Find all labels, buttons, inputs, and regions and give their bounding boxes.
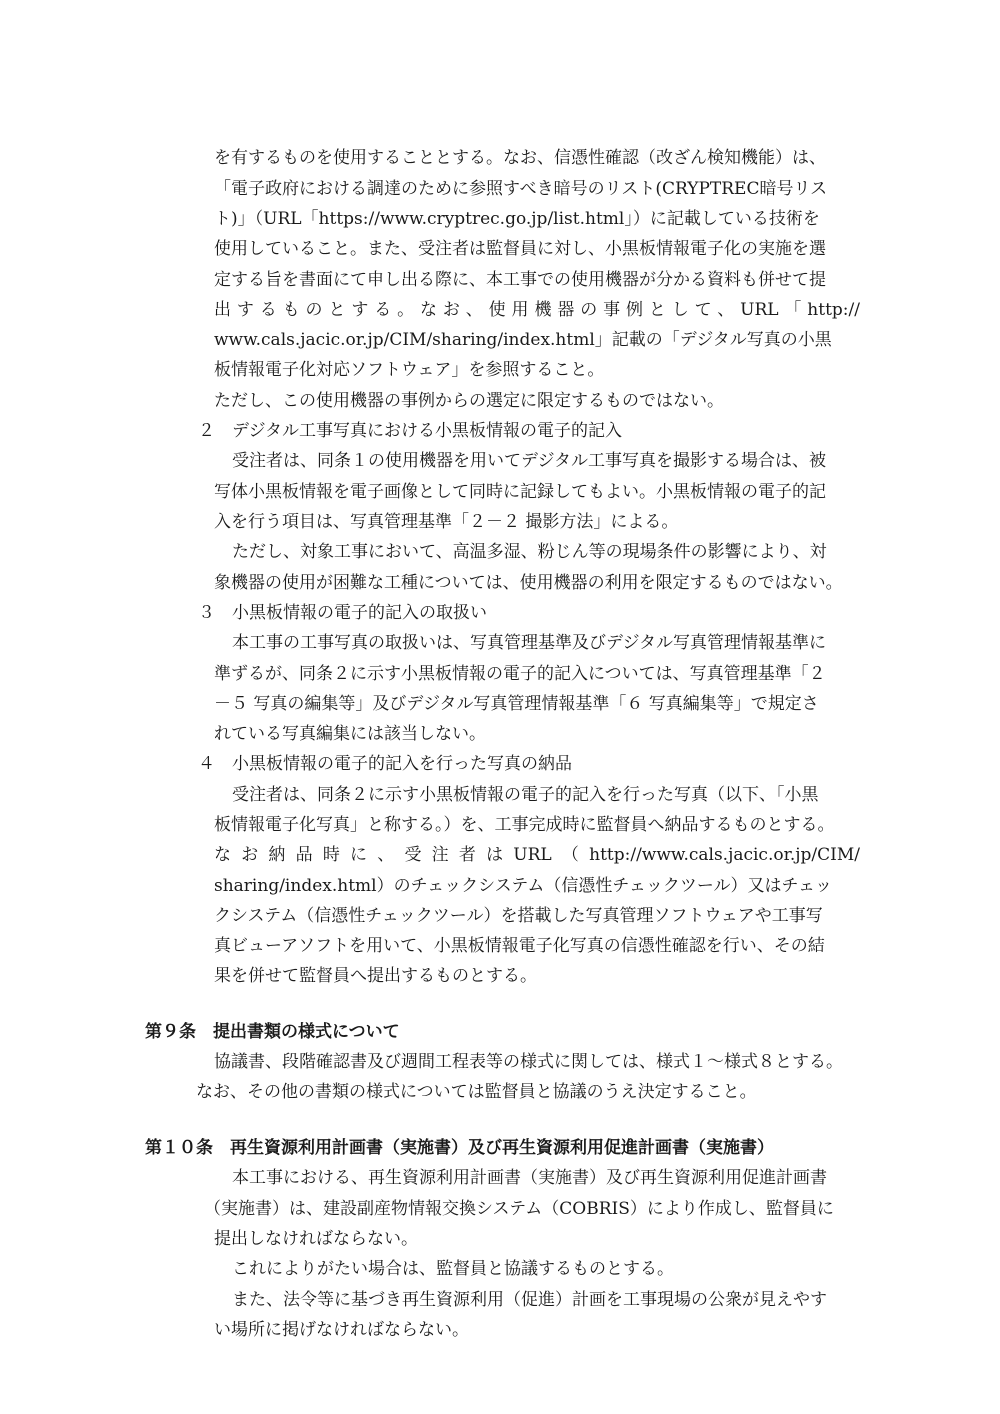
paragraph-line: 板情報電子化写真」と称する。）を、工事完成時に監督員へ納品するものとする。	[214, 815, 835, 835]
paragraph-line: 受注者は、同条２に示す小黒板情報の電子的記入を行った写真（以下、「小黒	[232, 785, 819, 805]
paragraph-line: 定する旨を書面にて申し出る際に、本工事での使用機器が分かる資料も併せて提	[214, 270, 826, 290]
paragraph-line: また、法令等に基づき再生資源利用（促進）計画を工事現場の公衆が見えやす	[232, 1290, 827, 1310]
article-10-heading: 第１０条 再生資源利用計画書（実施書）及び再生資源利用促進計画書（実施書）	[145, 1138, 774, 1158]
paragraph-line: なお、その他の書類の様式については監督員と協議のうえ決定すること。	[196, 1082, 757, 1102]
paragraph-line: 入を行う項目は、写真管理基準「２－２ 撮影方法」による。	[214, 512, 679, 532]
paragraph-line: 本工事における、再生資源利用計画書（実施書）及び再生資源利用促進計画書	[232, 1168, 827, 1188]
paragraph-line: ト)」（URL「https://www.cryptrec.go.jp/list.html」）に記載している技術を	[214, 209, 820, 229]
paragraph-line: 本工事の工事写真の取扱いは、写真管理基準及びデジタル写真管理情報基準に	[232, 633, 826, 653]
paragraph-line: れている写真編集には該当しない。	[214, 724, 486, 744]
paragraph-line: 協議書、段階確認書及び週間工程表等の様式に関しては、様式１～様式８とする。	[214, 1052, 843, 1072]
paragraph-line: 「電子政府における調達のために参照すべき暗号のリスト(CRYPTREC暗号リス	[214, 179, 828, 199]
paragraph-line: い場所に掲げなければならない。	[214, 1320, 469, 1340]
paragraph-line: －５ 写真の編集等」及びデジタル写真管理情報基準「６ 写真編集等」で規定さ	[214, 694, 819, 714]
paragraph-line: なお納品時に、受注者はURL（http://www.cals.jacic.or.jp/CIM/	[214, 845, 860, 865]
paragraph-line: 果を併せて監督員へ提出するものとする。	[214, 966, 537, 986]
item-title: 小黒板情報の電子的記入の取扱い	[232, 603, 487, 623]
paragraph-line: これによりがたい場合は、監督員と協議するものとする。	[232, 1259, 674, 1279]
paragraph-line: 使用していること。また、受注者は監督員に対し、小黒板情報電子化の実施を選	[214, 239, 826, 259]
paragraph-line: 板情報電子化対応ソフトウェア」を参照すること。	[214, 360, 605, 380]
item-title: デジタル工事写真における小黒板情報の電子的記入	[232, 421, 622, 441]
paragraph-line: 象機器の使用が困難な工種については、使用機器の利用を限定するものではない。	[214, 573, 843, 593]
paragraph-line: 真ビューアソフトを用いて、小黒板情報電子化写真の信憑性確認を行い、その結	[214, 936, 825, 956]
paragraph-line: 受注者は、同条１の使用機器を用いてデジタル工事写真を撮影する場合は、被	[232, 451, 826, 471]
item-number: ３	[198, 603, 215, 623]
paragraph-line: 提出しなければならない。	[214, 1229, 418, 1249]
paragraph-line: 準ずるが、同条２に示す小黒板情報の電子的記入については、写真管理基準「２	[214, 664, 826, 684]
paragraph-line: ただし、対象工事において、高温多湿、粉じん等の現場条件の影響により、対	[232, 542, 827, 562]
item-title: 小黒板情報の電子的記入を行った写真の納品	[232, 754, 572, 774]
paragraph-line: クシステム（信憑性チェックツール）を搭載した写真管理ソフトウェアや工事写	[214, 906, 823, 926]
paragraph-line: sharing/index.html）のチェックシステム（信憑性チェックツール）又はチェッ	[214, 876, 833, 896]
item-number: ２	[198, 421, 215, 441]
paragraph-line: を有するものを使用することとする。なお、信憑性確認（改ざん検知機能）は、	[214, 148, 826, 168]
paragraph-line: ただし、この使用機器の事例からの選定に限定するものではない。	[214, 391, 724, 411]
paragraph-line: www.cals.jacic.or.jp/CIM/sharing/index.html」記載の「デジタル写真の小黒	[214, 330, 832, 350]
paragraph-line: 出するものとする。なお、使用機器の事例として、URL「http://	[214, 300, 860, 320]
paragraph-line: 写体小黒板情報を電子画像として同時に記録してもよい。小黒板情報の電子的記	[214, 482, 826, 502]
article-9-heading: 第９条 提出書類の様式について	[145, 1022, 400, 1042]
paragraph-line: （実施書）は、建設副産物情報交換システム（COBRIS）により作成し、監督員に	[204, 1199, 834, 1219]
item-number: ４	[198, 754, 215, 774]
